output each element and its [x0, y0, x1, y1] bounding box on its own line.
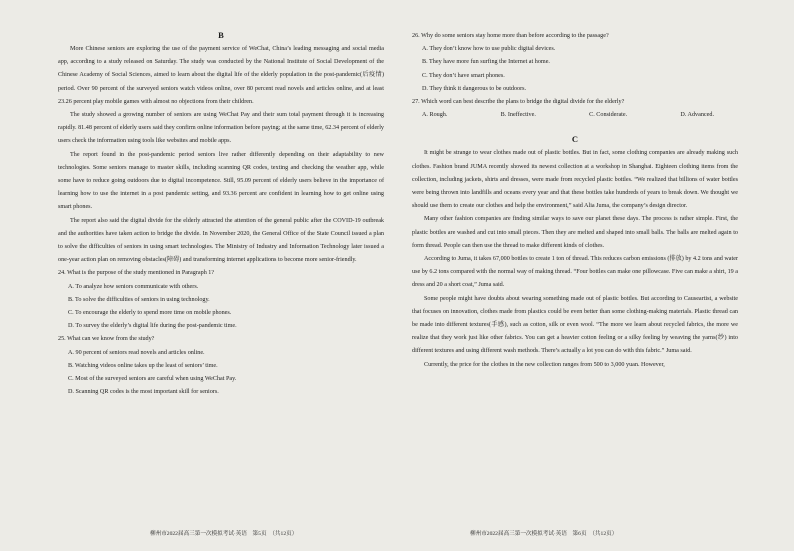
question-27-option-d: D. Advanced.	[680, 112, 714, 119]
page-5-footer: 柳州市2022届高三第一次模拟考试·英语 第5页 （共12页）	[150, 531, 298, 537]
question-24-option-c: C. To encourage the elderly to spend more time on mobile phones.	[68, 310, 232, 317]
passage-c-paragraph-1: It might be strange to wear clothes made out of plastic bottles. But in fact, some clothing companies are already making such clothes. Fashion brand JUMA recently showed its newest collection at a workshop in Shanghai. Eighteen clothing items from the collection, including jackets, shirts and dresses, were made from recycled plastic bottles. “We realized that billions of water bottles were being thrown into landfills and oceans every year and that these bottles take hundreds of years to break down. We thought we should use them to create our clothes and help the environment,” said Alia Juma, the company’s design director.	[412, 150, 738, 210]
question-27-option-b: B. Ineffective.	[500, 112, 536, 119]
passage-c-paragraph-3: According to Juma, it takes 67,000 bottles to create 1 ton of thread. This reduces carbon emissions (排放) by 4.2 tons and water use by 6.2 tons compared with the normal way of making thread. “Four bottles can make one pillowcase. Five can make a shirt, 19 a dress and 20 a short coat,” Juma said.	[412, 256, 739, 289]
passage-c-paragraph-5: Currently, the price for the clothes in the new collection ranges from 500 to 3,000 yuan. However,	[424, 361, 665, 368]
question-24-option-a: A. To analyze how seniors communicate with others.	[68, 283, 199, 290]
question-27-option-a: A. Rough.	[422, 112, 448, 119]
question-25-option-a: A. 90 percent of seniors read novels and articles online.	[68, 349, 205, 356]
left-page-column	[58, 0, 384, 399]
question-26-option-b: B. They have more fun surfing the Internet at home.	[422, 59, 550, 66]
section-c-title: C	[571, 134, 579, 145]
question-24-option-b: B. To solve the difficulties of seniors in using technology.	[68, 296, 210, 303]
question-25-option-b: B. Watching videos online takes up the least of seniors’ time.	[68, 362, 218, 369]
question-24-stem: 24. What is the purpose of the study mentioned in Paragraph 1?	[58, 270, 215, 277]
passage-b-paragraph-2: The study showed a growing number of seniors are using WeChat Pay and their sum total payment through it is increasing rapidly. 81.48 percent of elderly users said they confirm online information before paying; at the same time, 62.34 percent of elderly users check the information using tools like websites and mobile apps.	[58, 112, 384, 145]
question-25-option-d: D. Scanning QR codes is the most important skill for seniors.	[68, 389, 219, 396]
question-26-option-a: A. They don’t know how to use public digital devices.	[422, 46, 556, 53]
question-27-stem: 27. Which word can best describe the plans to bridge the digital divide for the elderly?	[412, 99, 625, 106]
section-b-title: B	[218, 30, 224, 40]
passage-b-paragraph-3: The report found in the post-pandemic period seniors live rather differently depending on their adaptability to new technologies. Some seniors manage to master skills, including scanning QR codes, texting and checking the weather app, while some have to reduce going outdoors due to digital incompetence. Still, 95.09 percent of elderly users believe in the importance of learning how to use the internet in a post pandemic setting, and 93.36 percent are confident in learning how to get online using smart phones.	[58, 151, 384, 211]
question-26-option-d: D. They think it dangerous to be outdoors.	[422, 85, 527, 92]
question-27-options	[422, 109, 714, 122]
question-25-option-c: C. Most of the surveyed seniors are careful when using WeChat Pay.	[68, 376, 237, 383]
right-page-column	[412, 0, 738, 372]
passage-b-paragraph-4: The report also said the digital divide for the elderly attracted the attention of the general public after the COVID-19 outbreak and the authorities have taken action to bridge the divide. In November 2020, the General Office of the State Council issued a plan to solve the difficulties of seniors in using smart technologies. The Ministry of Industry and Information Technology later issued a one-year action plan on removing obstacles(障碍) and transforming internet applications to become more senior-friendly.	[58, 217, 384, 264]
question-26-stem: 26. Why do some seniors stay home more than before according to the passage?	[412, 33, 609, 39]
question-26-option-c: C. They don’t have smart phones.	[422, 72, 505, 79]
question-25-stem: 25. What can we know from the study?	[58, 336, 155, 343]
passage-b-paragraph-1: More Chinese seniors are exploring the use of the payment service of WeChat, China’s leading messaging and social media app, according to a study released on Saturday. The study was conducted by the National Institute of Social Development of the Chinese Academy of Social Sciences, aimed to learn about the digital life of the elderly population in the post-pandemic(后疫情) period. Over 90 percent of the surveyed seniors watch videos online, over 80 percent read novels and articles online, and at least 23.26 percent play mobile games with almost no objections from their children.	[58, 46, 384, 105]
page-6-footer: 柳州市2022届高三第一次模拟考试·英语 第6页 （共12页）	[470, 531, 618, 537]
question-27-option-c: C. Considerate.	[589, 112, 628, 119]
question-24-option-d: D. To survey the elderly’s digital life during the post-pandemic time.	[68, 323, 237, 330]
passage-c-paragraph-2: Many other fashion companies are finding similar ways to save our planet these days. The process is rather simple. First, the plastic bottles are washed and cut into small pieces. Then they are melted and shaped into small balls. The balls are melted again to form thread. People can then use the thread to make different kinds of clothes.	[412, 216, 738, 249]
passage-c-paragraph-4: Some people might have doubts about wearing something made out of plastic bottles. But according to Causeartist, a website that focuses on innovation, clothes made from plastics could be even better than some clothing-making materials. Plastic thread can be made into different textures(手感), such as cotton, silk or even wool. “The more we learn about recycled fabrics, the more we realize that they work just like other fabrics. You can get a heavier cotton feeling or a silky feeling by weaving the yarns(纱) into different textures and using different wash methods. There’s actually a lot you can do with this fabric.” Juma said.	[412, 295, 738, 355]
